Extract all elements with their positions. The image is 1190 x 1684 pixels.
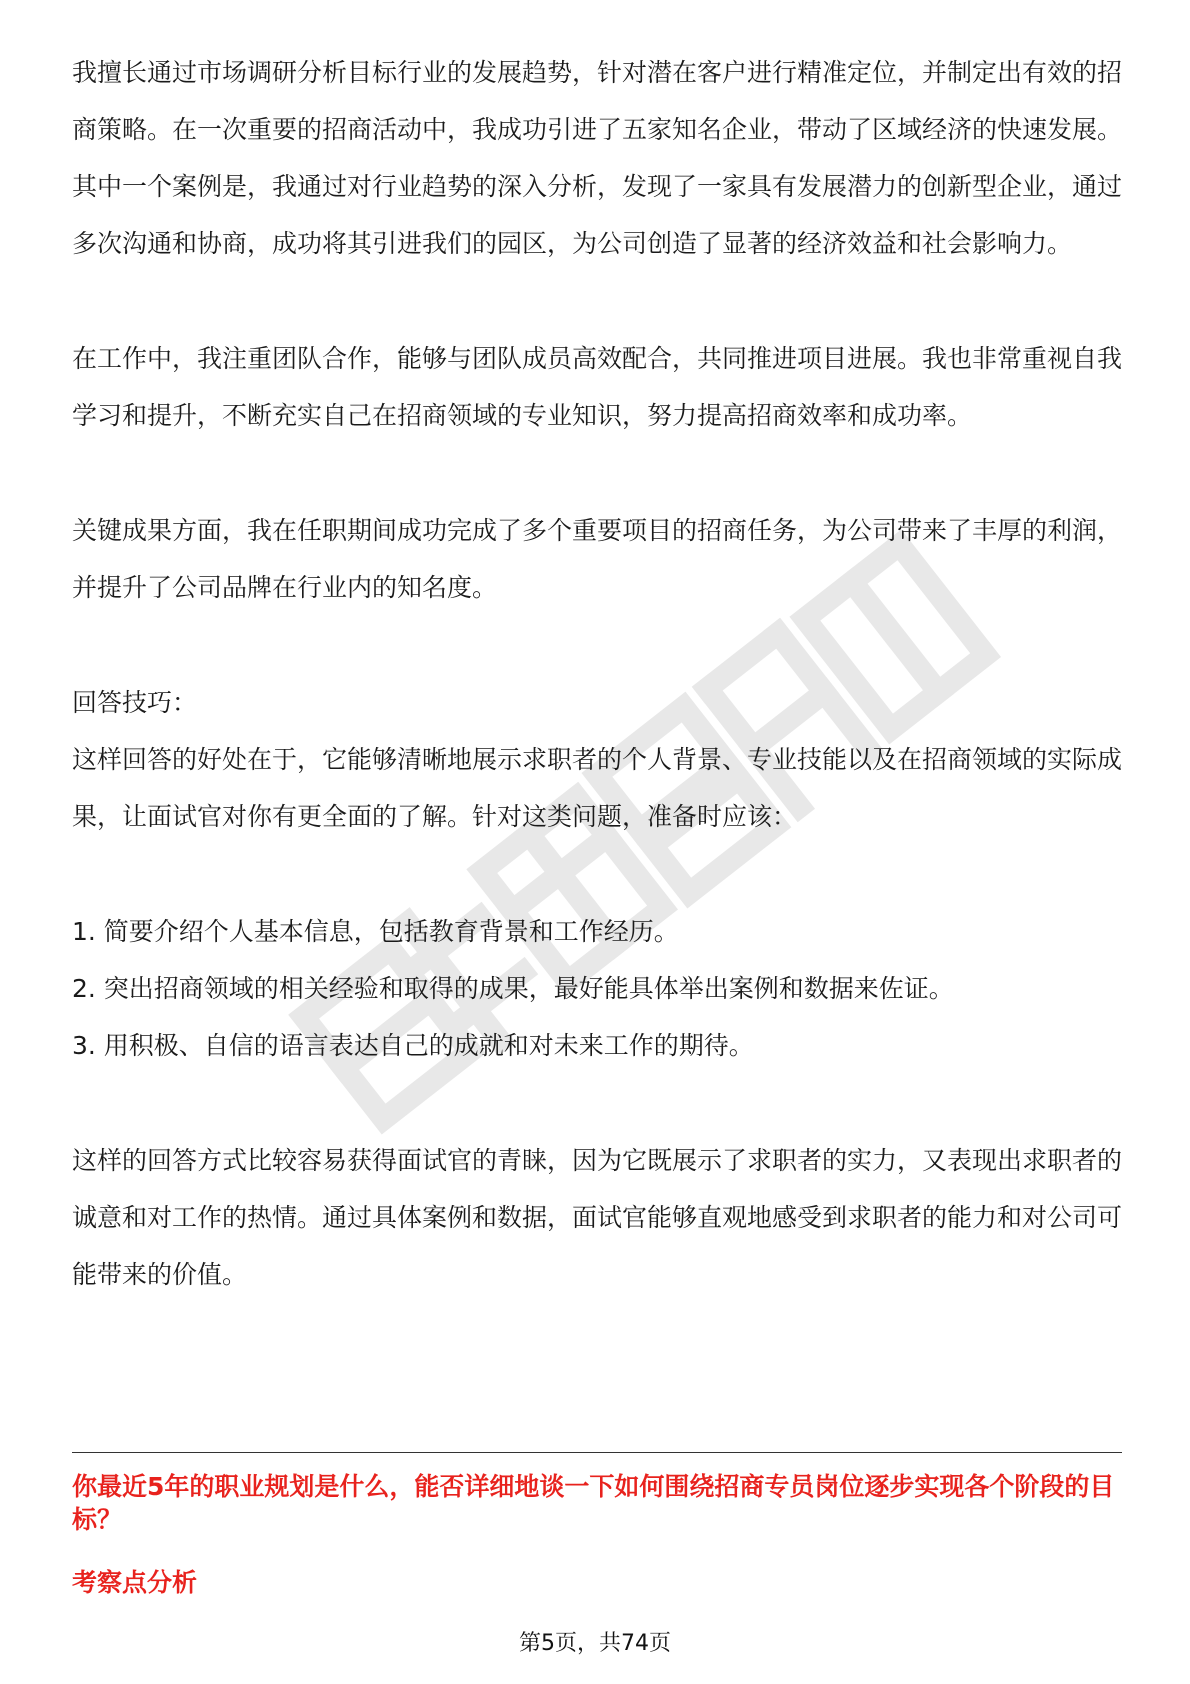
page-content (72, 44, 1122, 1303)
tips-label: 回答技巧： (72, 688, 198, 717)
paragraph-summary: 这样的回答方式比较容易获得面试官的青睐，因为它既展示了求职者的实力，又表现出求职者的诚意和对工作的热情。通过具体案例和数据，面试官能够直观地感受到求职者的能力和对公司可能带来的价值。 (72, 1146, 1123, 1289)
list-item: 2. 突出招商领域的相关经验和取得的成果，最好能具体举出案例和数据来佐证。 (72, 974, 954, 1003)
paragraph-key-results: 关键成果方面，我在任职期间成功完成了多个重要项目的招商任务，为公司带来了丰厚的利润，并提升了公司品牌在行业内的知名度。 (72, 516, 1123, 602)
paragraph-tips: 这样回答的好处在于，它能够清晰地展示求职者的个人背景、专业技能以及在招商领域的实际成果，让面试官对你有更全面的了解。针对这类问题，准备时应该： (72, 745, 1123, 831)
section-divider (72, 1452, 1122, 1453)
page-number: 第5页，共74页 (519, 1631, 671, 1656)
paragraph-experience: 我擅长通过市场调研分析目标行业的发展趋势，针对潜在客户进行精准定位，并制定出有效的招商策略。在一次重要的招商活动中，我成功引进了五家知名企业，带动了区域经济的快速发展。其中一个案例是，我通过对行业趋势的深入分析，发现了一家具有发展潜力的创新型企业，通过多次沟通和协商，成功将其引进我们的园区，为公司创造了显著的经济效益和社会影响力。 (72, 58, 1123, 258)
paragraph-teamwork: 在工作中，我注重团队合作，能够与团队成员高效配合，共同推进项目进展。我也非常重视自我学习和提升，不断充实自己在招商领域的专业知识，努力提高招商效率和成功率。 (72, 344, 1123, 430)
question-heading: 你最近5年的职业规划是什么，能否详细地谈一下如何围绕招商专员岗位逐步实现各个阶段的目标？ (72, 1472, 1115, 1534)
analysis-subheading: 考察点分析 (72, 1568, 198, 1597)
list-item: 1. 简要介绍个人基本信息，包括教育背景和工作经历。 (72, 917, 679, 946)
list-item: 3. 用积极、自信的语言表达自己的成就和对未来工作的期待。 (72, 1031, 754, 1060)
